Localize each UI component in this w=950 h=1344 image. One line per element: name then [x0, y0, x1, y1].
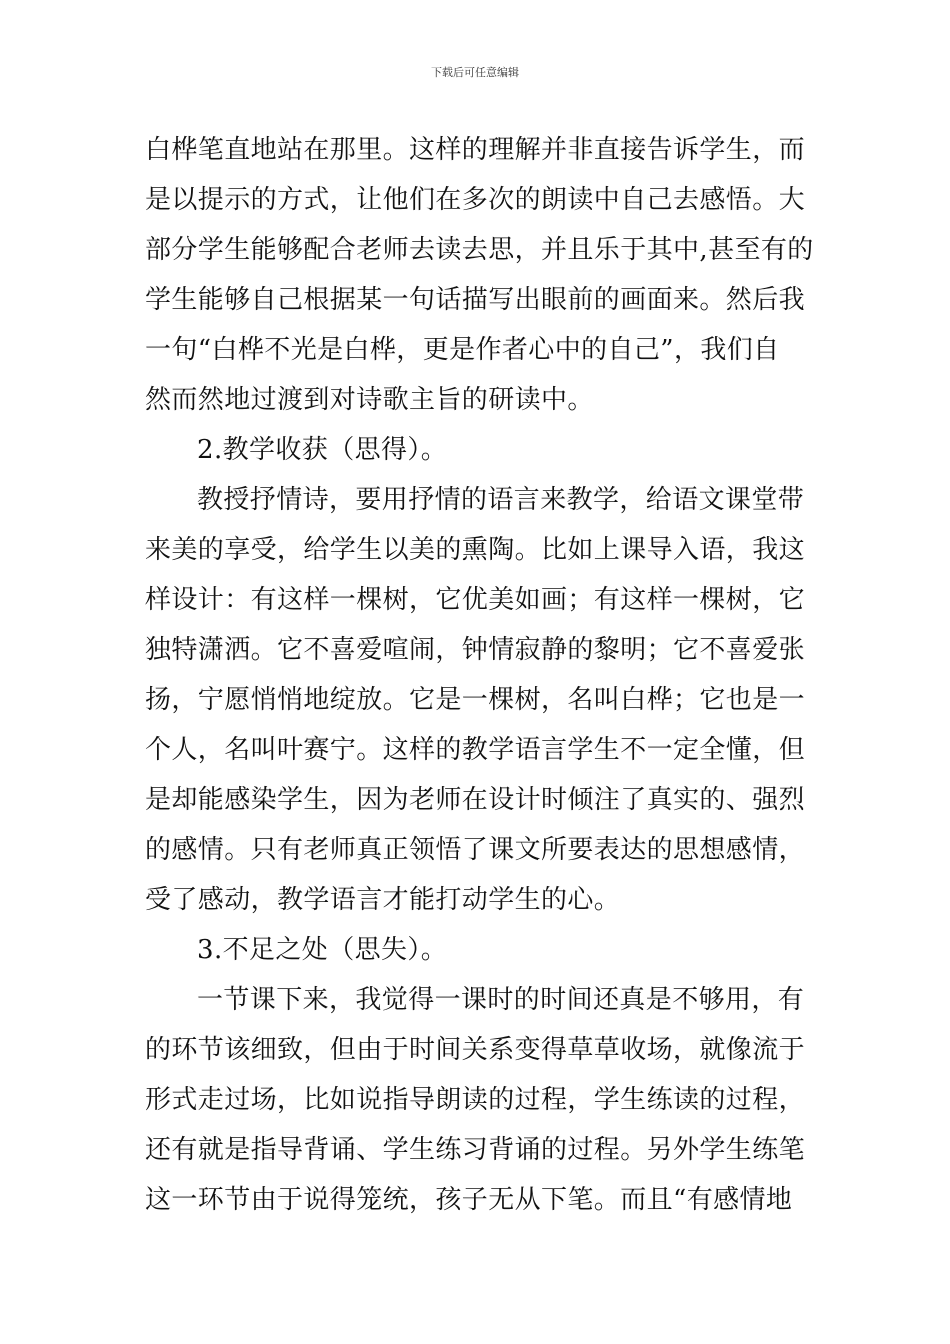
text-line: 然而然地过渡到对诗歌主旨的研读中。 [145, 385, 594, 415]
text-line: 扬，宁愿悄悄地绽放。它是一棵树，名叫白桦；它也是一 [145, 685, 806, 715]
text-line: 是却能感染学生，因为老师在设计时倾注了真实的、强烈 [145, 785, 806, 815]
text-line: 教授抒情诗，要用抒情的语言来教学，给语文课堂带 [197, 485, 805, 515]
text-line: 样设计：有这样一棵树，它优美如画；有这样一棵树，它 [145, 585, 806, 615]
text-line: 白桦笔直地站在那里。这样的理解并非直接告诉学生，而 [145, 135, 806, 165]
text-line: 个人，名叫叶赛宁。这样的教学语言学生不一定全懂，但 [145, 735, 806, 765]
text-line: 一节课下来，我觉得一课时的时间还真是不够用，有 [197, 985, 805, 1015]
text-line: 受了感动，教学语言才能打动学生的心。 [145, 885, 621, 915]
text-line: 一句“白桦不光是白桦，更是作者心中的自己”，我们自 [145, 335, 780, 365]
text-line: 独特潇洒。它不喜爱喧闹，钟情寂静的黎明；它不喜爱张 [145, 635, 806, 665]
text-line: 3.不足之处（思失）。 [197, 935, 448, 965]
text-line: 形式走过场，比如说指导朗读的过程，学生练读的过程， [145, 1085, 806, 1115]
page-header: 下载后可任意编辑 [431, 66, 519, 79]
text-line: 来美的享受，给学生以美的熏陶。比如上课导入语，我这 [145, 535, 806, 565]
text-line: 2.教学收获（思得）。 [197, 435, 448, 465]
text-line: 的感情。只有老师真正领悟了课文所要表达的思想感情， [145, 835, 806, 865]
text-line: 部分学生能够配合老师去读去思，并且乐于其中,甚至有的 [145, 235, 814, 265]
text-line: 这一环节由于说得笼统，孩子无从下笔。而且“有感情地 [145, 1185, 793, 1215]
text-line: 还有就是指导背诵、学生练习背诵的过程。另外学生练笔 [145, 1135, 806, 1165]
document-body [145, 125, 814, 1225]
text-line: 学生能够自己根据某一句话描写出眼前的画面来。然后我 [145, 285, 806, 315]
text-line: 的环节该细致，但由于时间关系变得草草收场，就像流于 [145, 1035, 806, 1065]
text-line: 是以提示的方式，让他们在多次的朗读中自己去感悟。大 [145, 185, 806, 215]
